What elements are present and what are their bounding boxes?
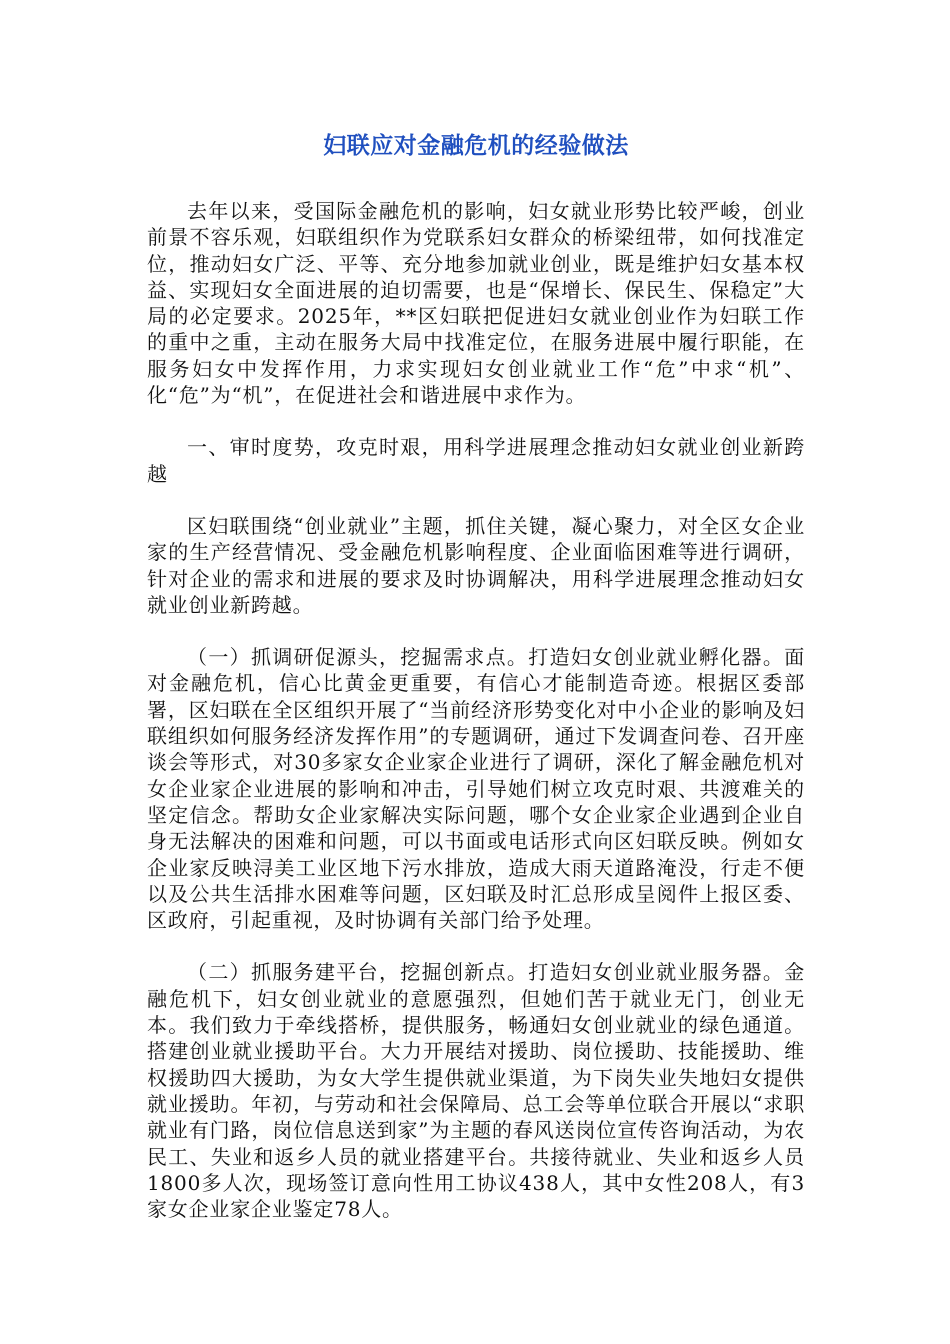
paragraph-intro: 去年以来，受国际金融危机的影响，妇女就业形势比较严峻，创业前景不容乐观，妇联组织作为党联系妇女群众的桥梁纽带，如何找准定位，推动妇女广泛、平等、充分地参加就业创业，既是维护妇女基本权益、实现妇女全面进展的迫切需要，也是“保增长、保民生、保稳定”大局的必定要求。2025年，**区妇联把促进妇女就业创业作为妇联工作的重中之重，主动在服务大局中找准定位，在服务进展中履行职能，在服务妇女中发挥作用，力求实现妇女创业就业工作“危”中求“机”、化“危”为“机”，在促进社会和谐进展中求作为。 bbox=[147, 199, 805, 408]
document-page bbox=[147, 130, 805, 1248]
paragraph-section-1: 区妇联围绕“创业就业”主题，抓住关键，凝心聚力，对全区女企业家的生产经营情况、受金融危机影响程度、企业面临困难等进行调研，针对企业的需求和进展的要求及时协调解决，用科学进展理念推动妇女就业创业新跨越。 bbox=[147, 513, 805, 617]
document-title: 妇联应对金融危机的经验做法 bbox=[323, 133, 629, 159]
paragraph-subsection-1: （一）抓调研促源头，挖掘需求点。打造妇女创业就业孵化器。面对金融危机，信心比黄金更重要，有信心才能制造奇迹。根据区委部署，区妇联在全区组织开展了“当前经济形势变化对中小企业的影响及妇联组织如何服务经济发挥作用”的专题调研，通过下发调查问卷、召开座谈会等形式，对30多家女企业家企业进行了调研，深化了解金融危机对女企业家企业进展的影响和冲击，引导她们树立攻克时艰、共渡难关的坚定信念。帮助女企业家解决实际问题，哪个女企业家企业遇到企业自身无法解决的困难和问题，可以书面或电话形式向区妇联反映。例如女企业家反映浔美工业区地下污水排放，造成大雨天道路淹没，行走不便以及公共生活排水困难等问题，区妇联及时汇总形成呈阅件上报区委、区政府，引起重视，及时协调有关部门给予处理。 bbox=[147, 645, 805, 933]
section-heading-1: 一、审时度势，攻克时艰，用科学进展理念推动妇女就业创业新跨越 bbox=[147, 435, 805, 486]
paragraph-subsection-2: （二）抓服务建平台，挖掘创新点。打造妇女创业就业服务器。金融危机下，妇女创业就业的意愿强烈，但她们苦于就业无门，创业无本。我们致力于牵线搭桥，提供服务，畅通妇女创业就业的绿色通道。搭建创业就业援助平台。大力开展结对援助、岗位援助、技能援助、维权援助四大援助，为女大学生提供就业渠道，为下岗失业失地妇女提供就业援助。年初，与劳动和社会保障局、总工会等单位联合开展以“求职就业有门路，岗位信息送到家”为主题的春风送岗位宣传咨询活动，为农民工、失业和返乡人员的就业搭建平台。共接待就业、失业和返乡人员1800多人次，现场签订意向性用工协议438人，其中女性208人，有3家女企业家企业鉴定78人。 bbox=[147, 960, 805, 1222]
